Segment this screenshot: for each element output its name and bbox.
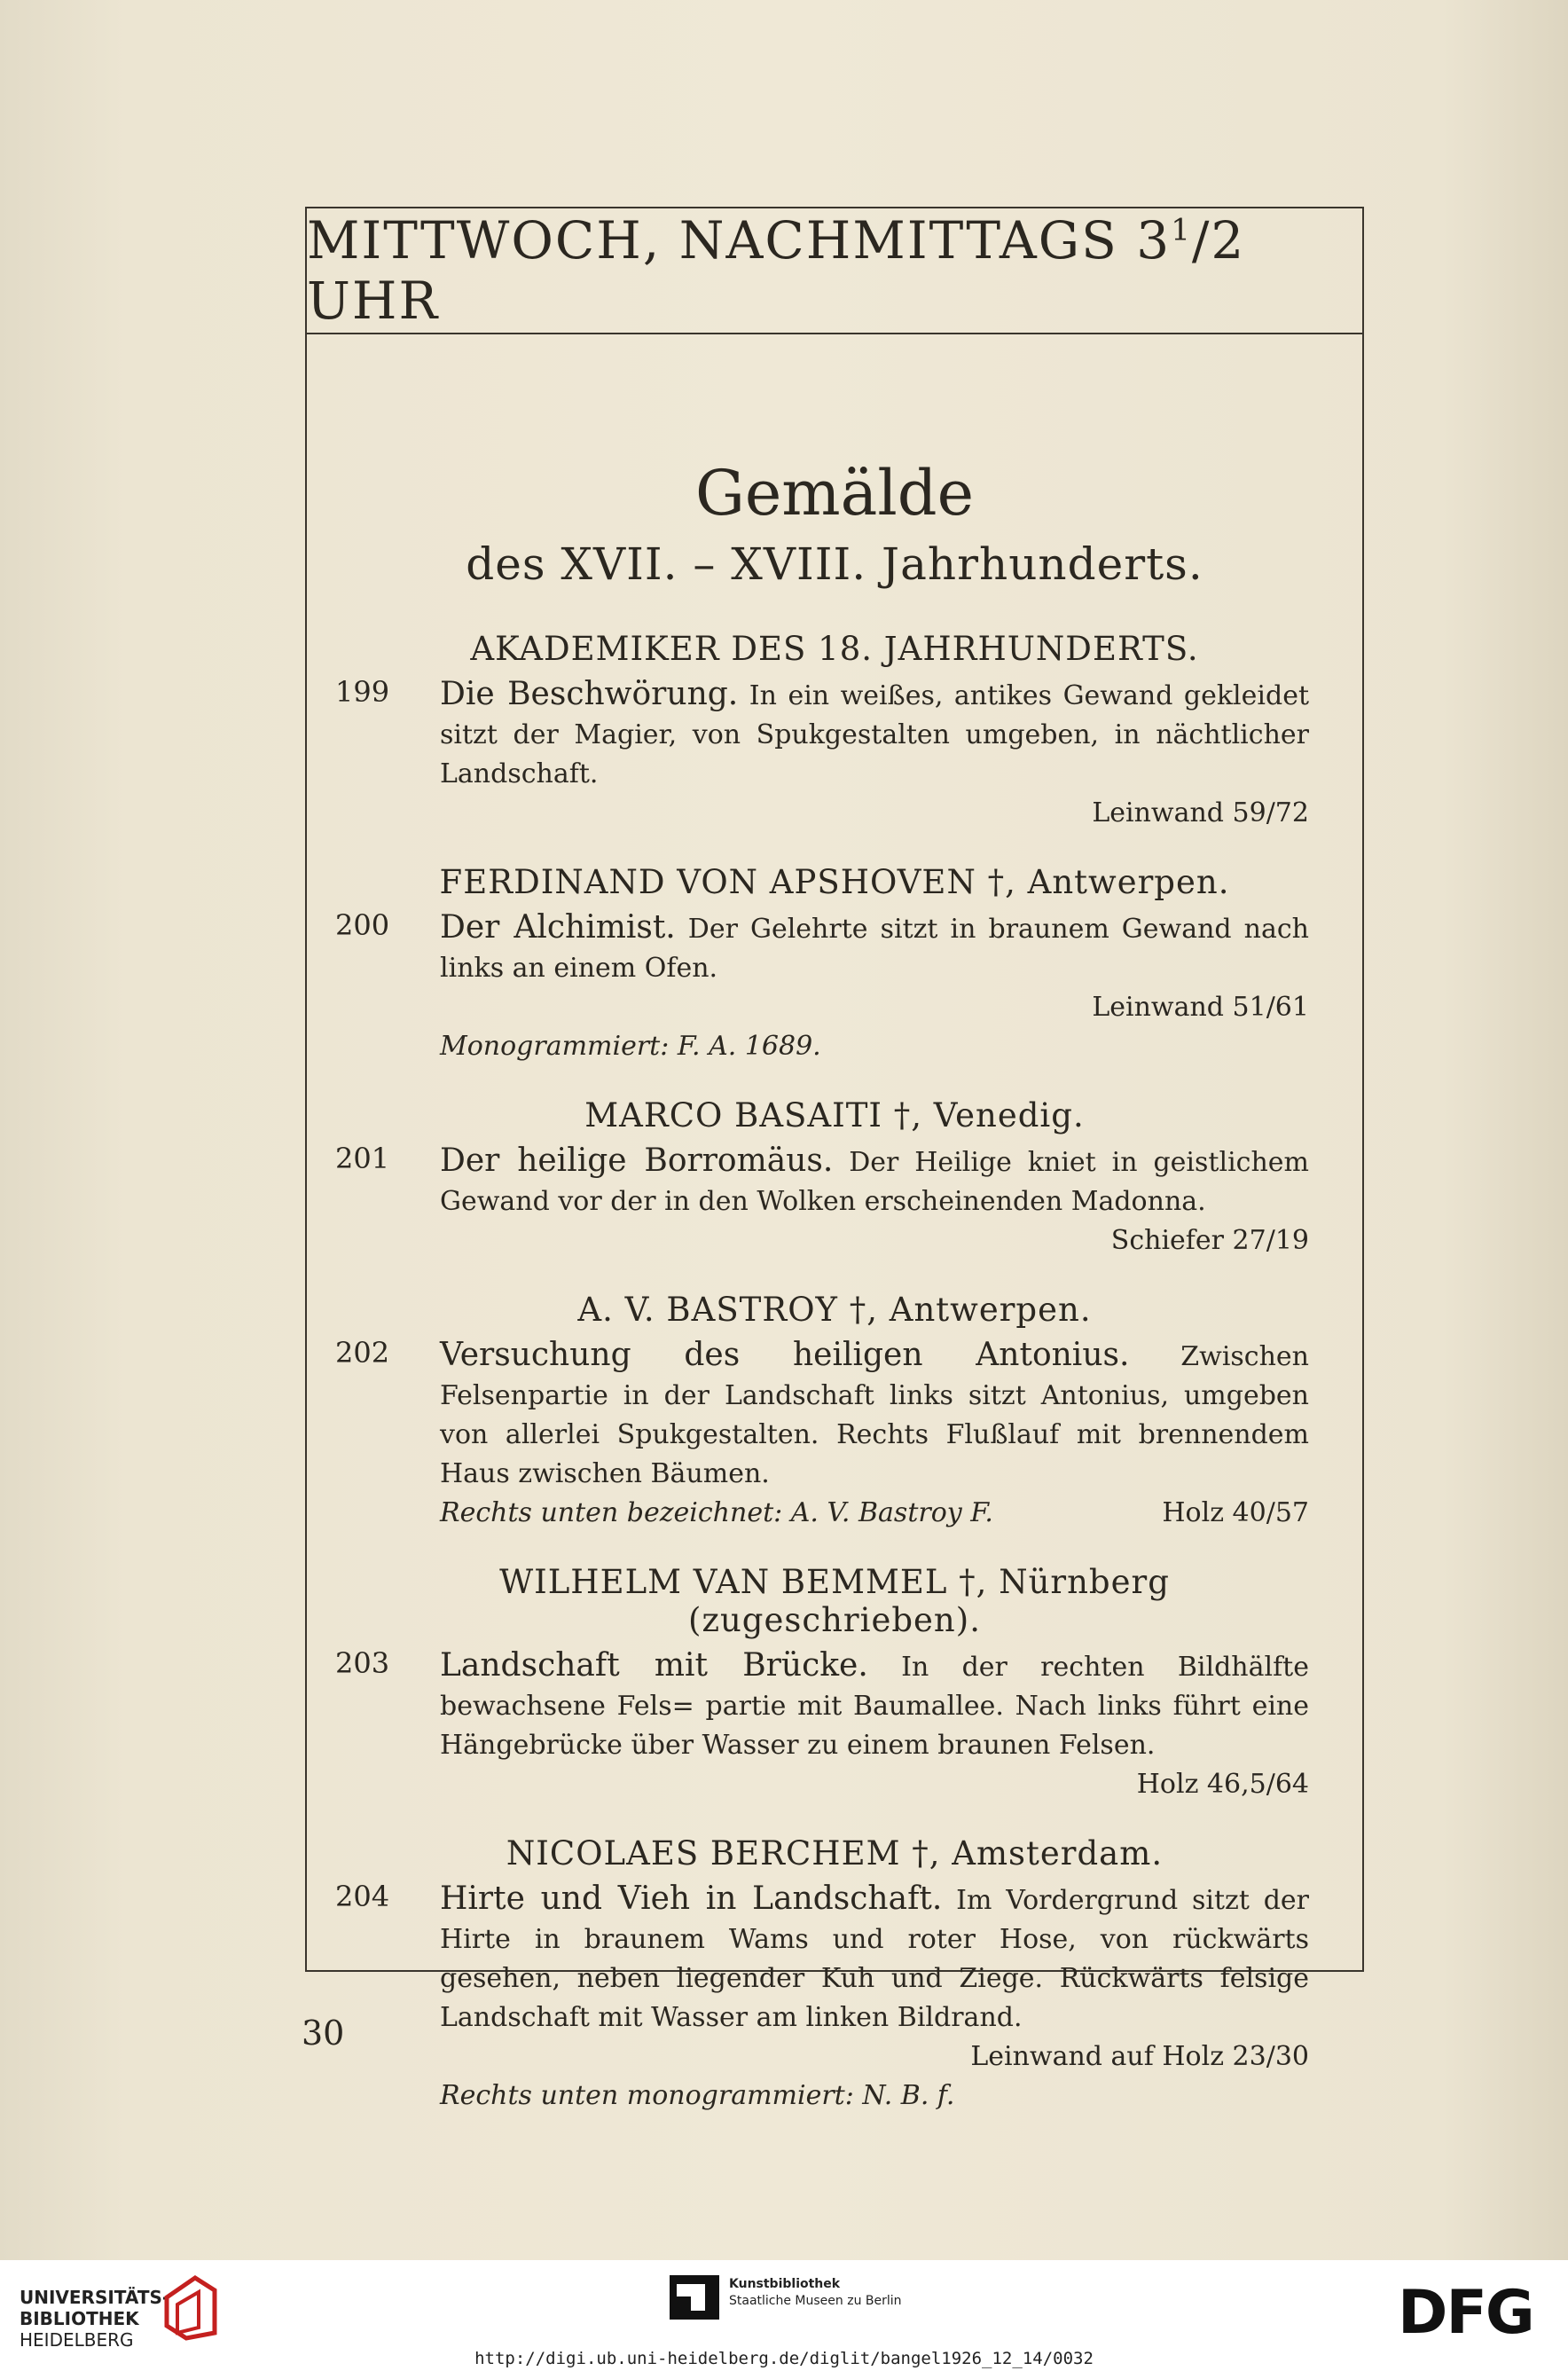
entry-signature: Monogrammiert: F. A. 1689. — [440, 1031, 821, 1062]
entry-signature: Rechts unten monogrammiert: N. B. f. — [440, 2080, 955, 2111]
entry-description: Der heilige Borromäus. Der Heilige kniet in geistlichem Gewand vor der in den Wolken erscheinenden Madonna. — [440, 1142, 1309, 1217]
entry-format: Leinwand 59/72 — [1092, 797, 1309, 828]
entry-title: Die Beschwörung. — [440, 676, 739, 712]
artist-heading: A. V. BASTROY †, Antwerpen. — [577, 1291, 1092, 1329]
entry-description: Landschaft mit Brücke. In der rechten Bildhälfte bewachsene Fels= partie mit Baumallee. Nach links führt eine Hängebrücke über Wasser zu einem braunen Felsen. — [440, 1647, 1309, 1761]
lot-number: 202 — [335, 1336, 390, 1370]
kunstbibliothek-name: Kunstbibliothek Staatliche Museen zu Berlin — [729, 2277, 902, 2308]
lot-number: 199 — [335, 675, 390, 709]
entry-description: Die Beschwörung. In ein weißes, antikes Gewand gekleidet sitzt der Magier, von Spukgestalten umgeben, in nächtlicher Landschaft. — [440, 676, 1310, 789]
kunstbibliothek-logo-icon — [670, 2275, 719, 2320]
entry-signature: Rechts unten bezeichnet: A. V. Bastroy F. — [440, 1497, 993, 1528]
source-url[interactable]: http://digi.ub.uni-heidelberg.de/diglit/bangel1926_12_14/0032 — [474, 2349, 1094, 2368]
catalog-entries — [335, 630, 1310, 2146]
entry-format: Leinwand 51/61 — [1092, 992, 1309, 1023]
entry-description: Hirte und Vieh in Landschaft. Im Vordergrund sitzt der Hirte in braunem Wams und roter Hose, von rückwärts gesehen, neben liegender Kuh und Ziege. Rückwärts felsige Landschaft mit Wasser am linken Bildrand. — [440, 1880, 1310, 2033]
section-subtitle: des XVII. – XVIII. Jahrhunderts. — [466, 538, 1203, 590]
page-number: 30 — [302, 2014, 345, 2053]
artist-heading: NICOLAES BERCHEM †, Amsterdam. — [506, 1834, 1164, 1872]
catalog-entry — [335, 1336, 1310, 1533]
entry-description: Versuchung des heiligen Antonius. Zwischen Felsenpartie in der Landschaft links sitzt Antonius, umgeben von allerlei Spukgestalten. Rechts Flußlauf mit brennendem Haus zwischen Bäumen. — [440, 1337, 1310, 1489]
university-library-logo-icon — [160, 2271, 222, 2342]
catalog-entry — [335, 908, 1309, 1066]
entry-signature-row — [440, 1494, 1309, 1533]
catalog-entry — [335, 1142, 1309, 1260]
header-text: MITTWOCH, NACHMITTAGS $3^1/2$ UHR — [307, 210, 1246, 331]
entry-format: Holz 46,5/64 — [1136, 1769, 1309, 1800]
catalog-frame — [305, 207, 1364, 2111]
artist-heading: FERDINAND VON APSHOVEN †, Antwerpen. — [439, 863, 1230, 901]
library-name: UNIVERSITÄTS- BIBLIOTHEK HEIDELBERG — [20, 2287, 170, 2351]
artist-heading: AKADEMIKER DES 18. JAHRHUNDERTS. — [470, 630, 1199, 668]
artist-heading: WILHELM VAN BEMMEL †, Nürnberg (zugeschrieben). — [499, 1563, 1170, 1639]
catalog-entry — [335, 675, 1310, 833]
lot-number: 204 — [335, 1880, 390, 1913]
entry-title: Hirte und Vieh in Landschaft. — [440, 1880, 943, 1917]
entry-title: Versuchung des heiligen Antonius. — [440, 1337, 1130, 1373]
lot-number: 201 — [335, 1142, 390, 1175]
entry-format: Schiefer 27/19 — [1110, 1225, 1309, 1256]
artist-heading: MARCO BASAITI †, Venedig. — [584, 1096, 1085, 1134]
lot-number: 203 — [335, 1646, 390, 1680]
entry-format: Leinwand auf Holz 23/30 — [970, 2041, 1309, 2072]
section-title: Gemälde — [694, 457, 975, 530]
page-header — [307, 208, 1362, 334]
dfg-logo: DFG — [1398, 2278, 1533, 2348]
entry-title: Landschaft mit Brücke. — [440, 1647, 868, 1684]
entry-title: Der Alchimist. — [440, 909, 676, 946]
catalog-entry — [335, 1646, 1309, 1804]
entry-title: Der heilige Borromäus. — [440, 1142, 834, 1179]
catalog-entry — [335, 1880, 1310, 2116]
entry-description: Der Alchimist. Der Gelehrte sitzt in braunem Gewand nach links an einem Ofen. — [440, 909, 1309, 984]
lot-number: 200 — [335, 908, 390, 942]
entry-format: Holz 40/57 — [1162, 1497, 1309, 1528]
